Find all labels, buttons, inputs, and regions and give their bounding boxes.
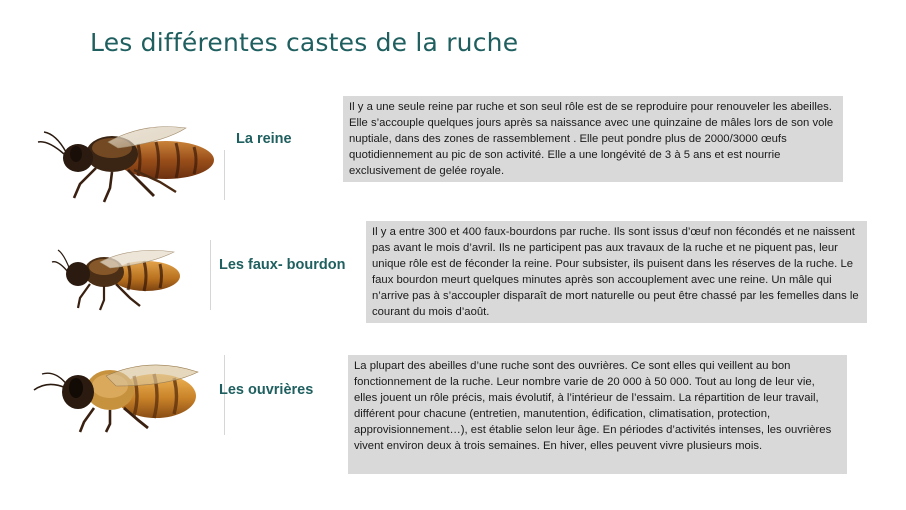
divider-line	[210, 240, 211, 310]
caste-label-worker: Les ouvrières	[219, 382, 314, 398]
queen-bee-photo	[34, 112, 224, 204]
caste-description-queen: Il y a une seule reine par ruche et son seul rôle est de se reproduire pour renouveler les abeilles. Elle s’accouple quelques jours après sa naissance avec une quinzaine de mâles lors de son vole nuptiale, dans des zones de rassemblement . Elle peut pondre plus de 2000/3000 œufs quotidiennement au pic de son activité. Elle a une longévité de 3 à 5 ans et est nourrie exclusivement de gelée royale.	[343, 96, 843, 182]
caste-description-drone: Il y a entre 300 et 400 faux-bourdons par ruche. Ils sont issus d’œuf non fécondés et ne naissent pas avant le mois d’avril. Ils ne participent pas aux travaux de la ruche et ne piquent pas, leur unique rôle est de féconder la reine. Pour subsister, ils puisent dans les réserves de la ruche. Le faux bourdon meurt quelques minutes après son accouplement avec une reine. Un mâle qui n’arrive pas à s’accoupler disparaît de mort naturelle ou peut être chassé par les femelles dans le courant du mois d’août.	[366, 221, 867, 323]
divider-line	[224, 150, 225, 200]
drone-bee-photo	[50, 240, 195, 312]
caste-label-drone: Les faux- bourdon	[219, 257, 346, 273]
caste-label-queen: La reine	[236, 131, 292, 147]
caste-description-worker: La plupart des abeilles d’une ruche sont des ouvrières. Ce sont elles qui veillent au bon fonctionnement de la ruche. Leur nombre varie de 20 000 à 50 000. Tout au long de leur vie, elles jouent un rôle précis, mais évolutif, à l’intérieur de l’essaim. La répartition de leur travail, différent pour chacune (entretien, manutention, édification, climatisation, protection, approvisionnement…), est établie selon leur âge. En périodes d’activités intenses, les ouvrières vivent environ deux à trois semaines. En hiver, elles peuvent vivre plusieurs mois.	[348, 355, 847, 474]
slide-title: Les différentes castes de la ruche	[90, 28, 519, 57]
worker-bee-photo	[30, 352, 205, 434]
